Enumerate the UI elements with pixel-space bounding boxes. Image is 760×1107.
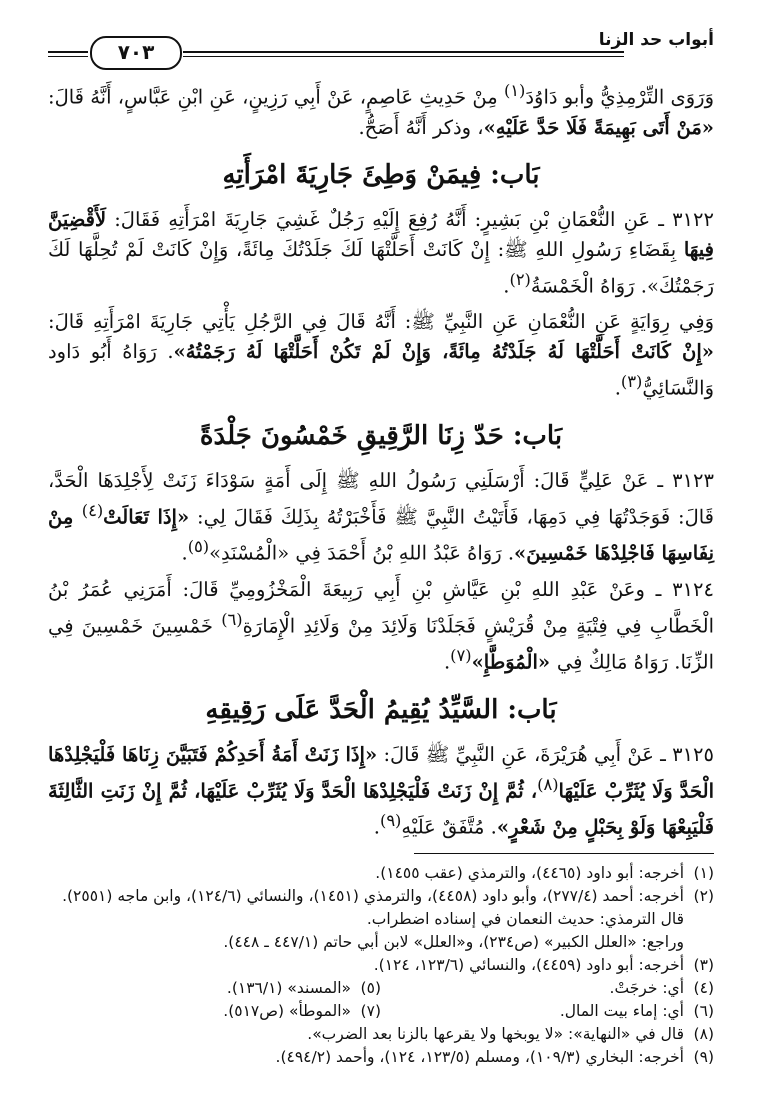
footnote-separator <box>414 853 714 854</box>
text-run: ٣١٢٣ ـ عَنْ عَلِيٍّ قَالَ: أَرْسَلَنِي رَسُولُ اللهِ ﷺ إِلَى أَمَةٍ سَوْدَاءَ زَنَتْ لِأَجْلِدَهَا الْحَدَّ، قَالَ: فَوَجَدْتُهَا فِي دَمِهَا، فَأَتَيْتُ النَّبِيَّ ﷺ فَأَخْبَرْتُهُ بِذَلِكَ فَقَالَ لِي: <box>48 468 714 528</box>
footnote-1: (١)أخرجه: أبو داود (٤٤٦٥)، والترمذي (عقب ١٤٥٥). <box>375 863 714 882</box>
hadith-3124 <box>48 575 714 678</box>
text-run: خَمْسِينَ خَمْسِينَ فِي الزِّنَا. رَوَاهُ مَالِكٌ فِي <box>48 614 714 674</box>
hadith-quote: «مَنْ أَتَى بَهِيمَةً فَلَا حَدَّ عَلَيْهِ» <box>483 115 714 139</box>
hadith-quote: مِنْ نِفَاسِهَا فَاجْلِدْهَا خَمْسِينَ» <box>48 505 714 565</box>
header-rule-left <box>48 51 88 53</box>
text-run: . <box>181 541 188 565</box>
book-title: «الْمُوَطَّإِ» <box>471 650 557 674</box>
footnote-8: (٨)قال في «النهاية»: «لا يوبخها ولا يقرعها بالزنا بعد الضرب». <box>307 1024 714 1043</box>
text-run: . رَوَاهُ أَبُو دَاود وَالنَّسَائِيُّ <box>48 340 714 400</box>
footnote-3: (٣)أخرجه: أبو داود (٤٤٥٩)، والنسائي (١٢٣/٦، ١٢٤). <box>373 955 714 974</box>
text-run: وَرَوَى التِّرْمِذِيُّ وأبو دَاوُدَ <box>525 85 715 109</box>
hadith-3122 <box>48 205 714 302</box>
chapter-heading: بَاب: فِيمَنْ وَطِئَ جَارِيَةَ امْرَأَتِهِ <box>222 159 540 190</box>
chapter-heading: بَاب: السَّيِّدُ يُقِيمُ الْحَدَّ عَلَى رَقِيقِهِ <box>205 694 557 725</box>
text-run: . <box>503 274 510 297</box>
footnote-ref[interactable]: (٢) <box>509 269 531 289</box>
text-run: . <box>373 815 380 839</box>
footnote-2-note: قال الترمذي: حديث النعمان في إسناده اضطراب. <box>366 909 684 928</box>
footnote-ref[interactable]: (٤) <box>81 500 104 520</box>
hadith-3123 <box>48 466 714 569</box>
hadith-quote: «إِنْ كَانَتْ أَحَلَّتْهَا لَهُ جَلَدْتُهُ مِائَةً، وَإِنْ لَمْ تَكُنْ أَحَلَّتْهَا لَهُ رَجَمْتُهُ» <box>173 340 714 363</box>
text-run: ٣١٢٤ ـ وعَنْ عَبْدِ اللهِ بْنِ عَيَّاشِ بْنِ أَبِي رَبِيعَةَ الْمَخْزُومِيِّ قَالَ: أَمَرَنِي عُمَرُ بْنُ الْخَطَّابِ فِي فِتْيَةٍ مِنْ قُرَيْشٍ فَجَلَدْنَا وَلَائِدَ مِنْ وَلَائِدِ الْإِمَارَةِ <box>48 577 714 637</box>
text-run: ٣١٢٢ ـ عَنِ النُّعْمَانِ بْنِ بَشِيرٍ: أَنَّهُ رُفِعَ إِلَيْهِ رَجُلٌ غَشِيَ جَارِيَةَ امْرَأَتِهِ فَقَالَ: <box>106 207 714 231</box>
footnote-5: (٥)«المسند» (١٣٦/١). <box>226 978 381 997</box>
text-run: . مُتَّفَقٌ عَلَيْهِ <box>401 815 497 839</box>
chapter-heading: بَاب: حَدّ زِنَا الرَّقِيقِ خَمْسُونَ جَلْدَةً <box>199 420 563 451</box>
text-run: بِقَضَاءِ رَسُولِ اللهِ ﷺ: إِنْ كَانَتْ أَحَلَّتْهَا لَكَ جَلَدْتُكَ مِائَةً، وَإِنْ كَانَتْ لَمْ تُحِلَّهَا لَكَ رَجَمْتُكَ». رَوَاهُ الْخَمْسَةُ <box>48 237 714 297</box>
hadith-3122-riwaya <box>48 307 714 404</box>
header-rule <box>183 51 624 53</box>
footnote-6: (٦)أي: إماء بيت المال. <box>559 1001 714 1020</box>
footnote-4: (٤)أي: خرجَتْ. <box>609 978 714 997</box>
header-rule-thin <box>183 56 624 57</box>
text-run: مِنْ حَدِيثِ عَاصِمٍ، عَنْ أَبِي رَزِينٍ، عَنِ ابْنِ عَبَّاسٍ، أَنَّهُ قَالَ: <box>48 85 504 109</box>
footnote-row <box>48 1000 714 1023</box>
paragraph-intro <box>48 76 714 143</box>
text-run: ٣١٢٥ ـ عَنْ أَبِي هُرَيْرَةَ، عَنِ النَّبِيِّ ﷺ قَالَ: <box>377 742 714 766</box>
header-rule-left-thin <box>48 56 88 57</box>
page-number: ٧٠٣ <box>90 36 182 70</box>
footnote-ref[interactable]: (٨) <box>537 774 559 794</box>
running-header <box>48 22 714 66</box>
header-title: أبواب حد الزنا <box>598 30 714 50</box>
footnote-ref[interactable]: (٦) <box>221 609 243 629</box>
footnote-ref[interactable]: (٩) <box>379 811 402 830</box>
text-run: وَفِي رِوَايَةٍ عَنِ النُّعْمَانِ عَنِ النَّبِيِّ ﷺ: أَنَّهُ قَالَ فِي الرَّجُلِ يَأْتِي جَارِيَةَ امْرَأَتِهِ قَالَ: <box>48 310 714 333</box>
text-run: . <box>614 376 621 400</box>
hadith-quote: لَأَقْضِيَنَّ فِيهَا <box>48 207 714 261</box>
text-run: ، وذكر أَنَّهُ أَصَحُّ. <box>358 115 484 139</box>
hadith-quote: ، ثُمَّ إِنْ زَنَتْ فَلْيَجْلِدْهَا الْحَدَّ وَلَا يُثَرِّبْ عَلَيْهَا، ثُمَّ إِنْ زَنَتِ الثَّالِثَةَ فَلْيَبِعْهَا وَلَوْ بِحَبْلٍ مِنْ شَعْرٍ» <box>48 779 714 839</box>
footnote-row <box>48 977 714 1000</box>
footnote-ref[interactable]: (٣) <box>620 372 643 391</box>
hadith-quote: «إِذَا تَعَالَتْ <box>103 505 190 528</box>
hadith-quote: «إِذَا زَنَتْ أَمَةُ أَحَدِكُمْ فَتَبَيَّنَ زِنَاهَا فَلْيَجْلِدْهَا الْحَدَّ وَلَا يُثَرِّبْ عَلَيْهَا <box>48 742 714 802</box>
hadith-3125 <box>48 740 714 843</box>
footnote-ref[interactable]: (٧) <box>450 646 472 665</box>
footnotes <box>48 862 714 1069</box>
text-run: . <box>443 650 451 674</box>
page-body <box>48 76 714 1069</box>
footnote-2-note: وراجع: «العلل الكبير» (ص٢٣٤)، و«العلل» لابن أبي حاتم (٤٤٧/١ ـ ٤٤٨). <box>223 932 684 951</box>
footnote-2: (٢)أخرجه: أحمد (٢٧٧/٤)، وأبو داود (٤٤٥٨)، والترمذي (١٤٥١)، والنسائي (١٢٤/٦)، وابن ماجه (٢٥٥١). <box>62 886 714 905</box>
text-run: . رَوَاهُ عَبْدُ اللهِ بْنُ أَحْمَدَ فِي «الْمُسْنَدِ» <box>209 541 515 565</box>
footnote-7: (٧)«الموطأ» (ص٥١٧). <box>223 1001 381 1020</box>
footnote-ref[interactable]: (٥) <box>187 537 210 556</box>
footnote-ref[interactable]: (١) <box>503 81 526 100</box>
footnote-9: (٩)أخرجه: البخاري (١٠٩/٣)، ومسلم (١٢٣/٥، ١٢٤)، وأحمد (٤٩٤/٢). <box>275 1047 714 1066</box>
